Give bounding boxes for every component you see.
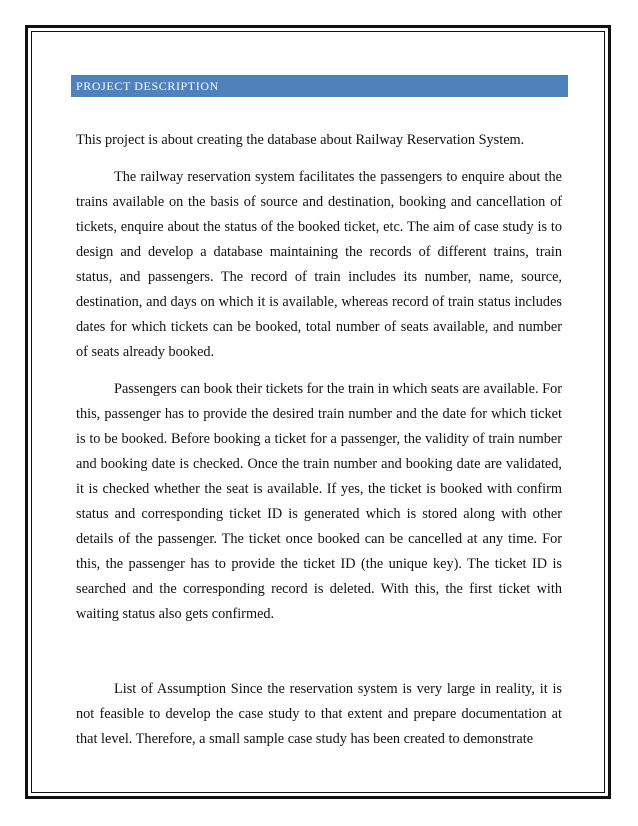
assumptions-paragraph: List of Assumption Since the reservation system is very large in reality, it is not feasible to develop the case study to that extent and prepare documentation at that level. Therefore, a small sample case study has been created to demonstrate <box>76 681 562 747</box>
description-paragraph-2: Passengers can book their tickets for the train in which seats are available. For this, passenger has to provide the desired train number and the date for which ticket is to be booked. Before booking a ticket for a passenger, the validity of train number and booking date is checked. Once the train number and booking date are validated, it is checked whether the seat is available. If yes, the ticket is booked with confirm status and corresponding ticket ID is generated which is stored along with other details of the passenger. The ticket once booked can be cancelled at any time. For this, the passenger has to provide the ticket ID (the unique key). The ticket ID is searched and the corresponding record is deleted. With this, the first ticket with waiting status also gets confirmed. <box>76 381 562 622</box>
section-heading: PROJECT DESCRIPTION <box>71 75 568 97</box>
document-body <box>76 128 562 752</box>
intro-paragraph: This project is about creating the database about Railway Reservation System. <box>76 132 525 148</box>
description-paragraph-1: The railway reservation system facilitates the passengers to enquire about the trains available on the basis of source and destination, booking and cancellation of tickets, enquire about the status of the booked ticket, etc. The aim of case study is to design and develop a database maintaining the records of different trains, train status, and passengers. The record of train includes its number, name, source, destination, and days on which it is available, whereas record of train status includes dates for which tickets can be booked, total number of seats available, and number of seats already booked. <box>76 169 562 360</box>
